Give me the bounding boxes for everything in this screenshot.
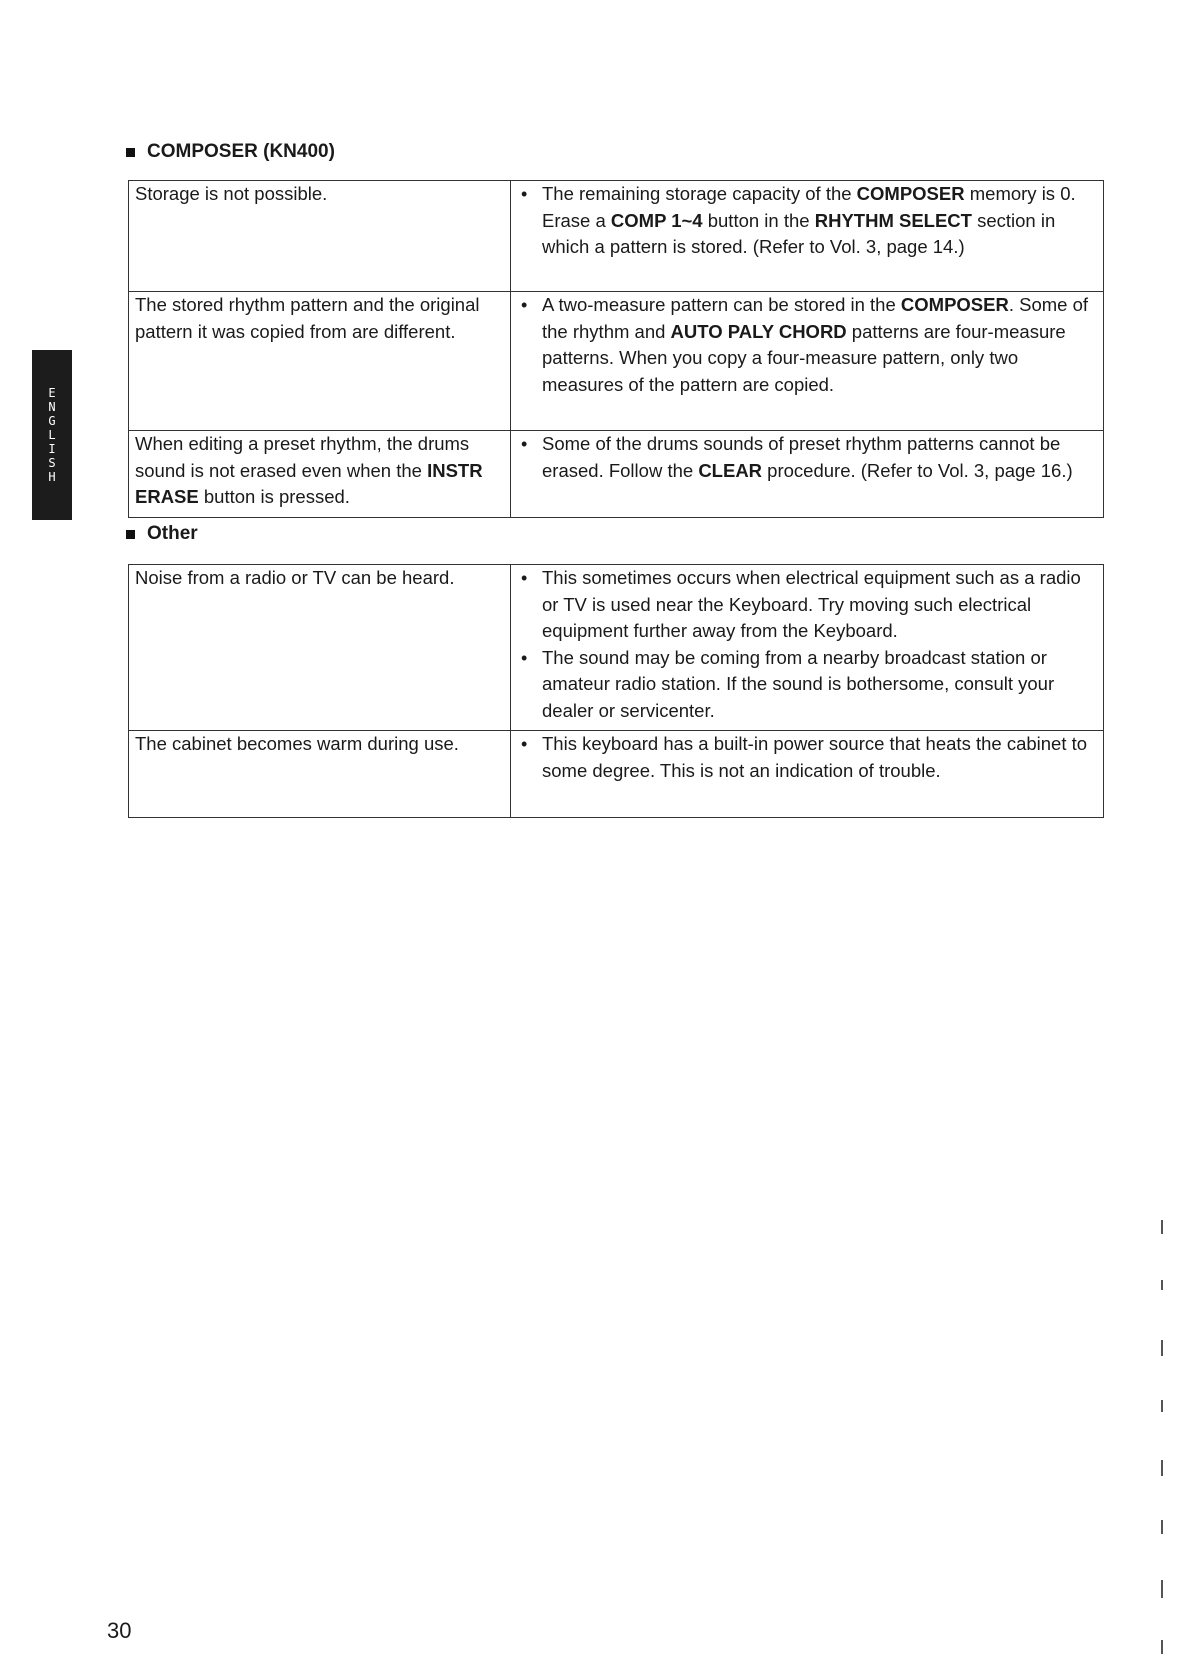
bullet-icon: • bbox=[521, 184, 528, 204]
table-row bbox=[129, 431, 1104, 518]
text-run: memory is 0. Erase a bbox=[542, 183, 1076, 231]
remedy-list bbox=[517, 731, 1097, 784]
problem-cell bbox=[129, 565, 511, 731]
bold-term: COMPOSER bbox=[900, 294, 1009, 315]
bold-term: RHYTHM SELECT bbox=[814, 209, 972, 231]
bullet-icon: • bbox=[521, 734, 528, 754]
language-tab bbox=[32, 350, 72, 520]
problem-cell bbox=[129, 731, 511, 818]
text-run: patterns are four-measure patterns. When you copy a four-measure pattern, only two measures of the pattern are copied. bbox=[542, 320, 1066, 395]
bullet-icon: • bbox=[521, 647, 528, 668]
remedy-list bbox=[517, 181, 1097, 261]
remedy-cell bbox=[511, 431, 1104, 518]
bold-term: COMP 1~4 bbox=[610, 209, 703, 231]
remedy-cell bbox=[511, 181, 1104, 292]
table-row bbox=[129, 731, 1104, 818]
table-row bbox=[129, 292, 1104, 431]
problem-text: Storage is not possible. bbox=[135, 183, 328, 204]
text-run: A two-measure pattern can be stored in the bbox=[542, 294, 901, 315]
remedy-cell bbox=[511, 292, 1104, 431]
bold-term: INSTR ERASE bbox=[135, 459, 483, 507]
section-title: COMPOSER (KN400) bbox=[147, 141, 335, 162]
square-bullet-icon bbox=[126, 530, 135, 539]
remedy-item bbox=[517, 431, 1097, 484]
page-number: 30 bbox=[107, 1618, 132, 1643]
remedy-list bbox=[517, 431, 1097, 484]
remedy-list bbox=[517, 565, 1097, 724]
text-run: Some of the drums sounds of preset rhythm patterns cannot be erased. Follow the bbox=[542, 433, 1061, 481]
text-run: When editing a preset rhythm, the drums sound is not erased even when the bbox=[135, 433, 470, 481]
remedy-item bbox=[517, 645, 1097, 725]
square-bullet-icon bbox=[126, 148, 135, 157]
remedy-cell bbox=[511, 731, 1104, 818]
table-row bbox=[129, 181, 1104, 292]
section-heading-composer bbox=[126, 141, 335, 163]
table-row bbox=[129, 565, 1104, 731]
text-run: button is pressed. bbox=[198, 486, 350, 507]
text-run: section in which a pattern is stored. (Refer to Vol. 3, page 14.) bbox=[542, 209, 1056, 257]
text-run: The remaining storage capacity of the bbox=[542, 183, 857, 204]
remedy-item bbox=[517, 181, 1097, 261]
remedy-item bbox=[517, 565, 1097, 645]
text-run: . Some of the rhythm and bbox=[542, 294, 1089, 342]
remedy-item bbox=[517, 731, 1097, 784]
remedy-item bbox=[517, 292, 1097, 398]
scan-edge-marks bbox=[1161, 40, 1165, 1640]
problem-cell bbox=[129, 431, 511, 518]
bold-term: AUTO PALY CHORD bbox=[670, 320, 847, 342]
bullet-icon: • bbox=[521, 295, 528, 315]
bold-term: CLEAR bbox=[698, 459, 763, 481]
language-tab-label: ENGLISH bbox=[48, 386, 56, 484]
troubleshooting-table-composer bbox=[128, 180, 1104, 518]
problem-text: The stored rhythm pattern and the original pattern it was copied from are different. bbox=[135, 294, 480, 342]
bullet-icon: • bbox=[521, 568, 528, 588]
problem-text: Noise from a radio or TV can be heard. bbox=[135, 567, 455, 588]
text-run: This keyboard has a built-in power source that heats the cabinet to some degree. This is not an indication of trouble. bbox=[542, 733, 1088, 781]
text-run: procedure. (Refer to Vol. 3, page 16.) bbox=[762, 459, 1073, 481]
section-title: Other bbox=[147, 523, 198, 544]
problem-text: The cabinet becomes warm during use. bbox=[135, 733, 459, 754]
problem-text bbox=[135, 433, 483, 507]
bold-term: COMPOSER bbox=[856, 183, 965, 204]
text-run: button in the bbox=[702, 209, 815, 231]
remedy-list bbox=[517, 292, 1097, 398]
section-heading-other bbox=[126, 523, 198, 545]
remedy-cell bbox=[511, 565, 1104, 731]
bullet-icon: • bbox=[521, 434, 528, 454]
problem-cell bbox=[129, 181, 511, 292]
text-run: The sound may be coming from a nearby broadcast station or amateur radio station. If the sound is bothersome, consult your dealer or servicenter. bbox=[542, 646, 1055, 721]
problem-cell bbox=[129, 292, 511, 431]
troubleshooting-table-other bbox=[128, 564, 1104, 818]
text-run: This sometimes occurs when electrical equipment such as a radio or TV is used near the Keyboard. Try moving such electrical equipment further away from the Keyboard. bbox=[542, 567, 1081, 641]
